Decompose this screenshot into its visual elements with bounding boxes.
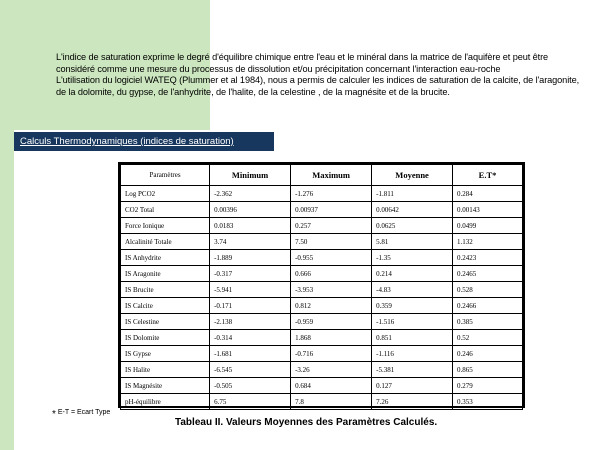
header-parametres: Paramètres <box>121 165 210 186</box>
table-cell-value: 6.75 <box>210 394 291 410</box>
table-row <box>121 378 523 394</box>
table-cell-value: 5.81 <box>372 234 453 250</box>
table-cell-value: 0.214 <box>372 266 453 282</box>
section-link-thermodynamics[interactable]: Calculs Thermodynamiques (indices de saturation) <box>14 132 274 151</box>
table-row <box>121 202 523 218</box>
table-cell-parameter: Log PCO2 <box>121 186 210 202</box>
table-cell-value: 0.812 <box>291 298 372 314</box>
table-cell-value: -5.941 <box>210 282 291 298</box>
table-cell-value: 0.00642 <box>372 202 453 218</box>
table-cell-value: 0.284 <box>453 186 523 202</box>
table-row <box>121 346 523 362</box>
table-cell-value: 1.868 <box>291 330 372 346</box>
table-row <box>121 250 523 266</box>
header-ecart-type: E.T* <box>453 165 523 186</box>
footnote-star: * <box>52 409 56 420</box>
table-row <box>121 394 523 410</box>
table-row <box>121 298 523 314</box>
table-cell-parameter: CO2 Total <box>121 202 210 218</box>
table-cell-value: -3.953 <box>291 282 372 298</box>
table-cell-parameter: IS Celestine <box>121 314 210 330</box>
table-body <box>121 186 523 410</box>
intro-text <box>56 52 586 98</box>
intro-paragraph-1: L'indice de saturation exprime le degré d'équilibre chimique entre l'eau et le minéral dans la matrice de l'aquifère et peut être considéré comme une mesure du processus de dissolution et/ou précipitation concernant l'interaction eau-roche <box>56 52 549 74</box>
table-cell-value: -3.26 <box>291 362 372 378</box>
table-row <box>121 218 523 234</box>
footnote <box>52 409 110 420</box>
table-cell-value: 0.666 <box>291 266 372 282</box>
table-cell-value: 0.52 <box>453 330 523 346</box>
table-row <box>121 266 523 282</box>
table-cell-value: -2.138 <box>210 314 291 330</box>
table-row <box>121 186 523 202</box>
table-cell-value: -0.505 <box>210 378 291 394</box>
table-cell-value: 0.246 <box>453 346 523 362</box>
table-cell-value: 0.353 <box>453 394 523 410</box>
table-cell-parameter: Force Ionique <box>121 218 210 234</box>
table-cell-value: 7.26 <box>372 394 453 410</box>
table-cell-value: 0.00937 <box>291 202 372 218</box>
table-cell-value: -6.545 <box>210 362 291 378</box>
table-cell-value: 0.0499 <box>453 218 523 234</box>
table-row <box>121 330 523 346</box>
table-cell-value: 7.50 <box>291 234 372 250</box>
table-cell-value: 0.684 <box>291 378 372 394</box>
table-cell-value: 0.00396 <box>210 202 291 218</box>
table-cell-parameter: IS Aragonite <box>121 266 210 282</box>
table-cell-value: 1.132 <box>453 234 523 250</box>
table-cell-parameter: IS Brucite <box>121 282 210 298</box>
table-cell-value: 0.0625 <box>372 218 453 234</box>
table-header-row <box>121 165 523 186</box>
decorative-green-strip <box>0 130 14 450</box>
table-cell-value: 3.74 <box>210 234 291 250</box>
table-cell-value: -0.959 <box>291 314 372 330</box>
table-cell-parameter: IS Halite <box>121 362 210 378</box>
table-cell-value: 0.257 <box>291 218 372 234</box>
header-minimum: Minimum <box>210 165 291 186</box>
table-cell-value: -0.955 <box>291 250 372 266</box>
table-cell-value: 0.279 <box>453 378 523 394</box>
footnote-text: E-T = Ecart Type <box>57 409 111 416</box>
saturation-table-container <box>118 162 525 408</box>
table-cell-value: 0.0183 <box>210 218 291 234</box>
table-cell-parameter: IS Magnésite <box>121 378 210 394</box>
table-cell-value: 0.528 <box>453 282 523 298</box>
table-cell-parameter: IS Calcite <box>121 298 210 314</box>
table-cell-value: -0.716 <box>291 346 372 362</box>
table-cell-value: -0.314 <box>210 330 291 346</box>
intro-paragraph-2: L'utilisation du logiciel WATEQ (Plummer et al 1984), nous a permis de calculer les indices de saturation de la calcite, de l'aragonite, de la dolomite, du gypse, de l'anhydrite, de l'halite, de la celestine , de la magnésite et de la brucite. <box>56 75 580 97</box>
table-cell-value: -1.116 <box>372 346 453 362</box>
table-cell-value: 0.851 <box>372 330 453 346</box>
table-cell-parameter: pH-équilibre <box>121 394 210 410</box>
table-caption: Tableau II. Valeurs Moyennes des Paramètres Calculés. <box>175 417 438 428</box>
table-cell-value: -0.171 <box>210 298 291 314</box>
table-cell-parameter: IS Anhydrite <box>121 250 210 266</box>
header-maximum: Maximum <box>291 165 372 186</box>
table-cell-value: 0.865 <box>453 362 523 378</box>
table-row <box>121 362 523 378</box>
table-cell-value: 0.2423 <box>453 250 523 266</box>
table-cell-value: 7.8 <box>291 394 372 410</box>
table-row <box>121 282 523 298</box>
table-row <box>121 234 523 250</box>
table-cell-value: 0.127 <box>372 378 453 394</box>
table-cell-value: -1.516 <box>372 314 453 330</box>
table-cell-value: 0.385 <box>453 314 523 330</box>
table-cell-value: -0.317 <box>210 266 291 282</box>
table-cell-value: 0.359 <box>372 298 453 314</box>
table-cell-parameter: IS Gypse <box>121 346 210 362</box>
table-cell-value: -1.681 <box>210 346 291 362</box>
saturation-table <box>120 164 523 410</box>
table-cell-value: -1.889 <box>210 250 291 266</box>
table-cell-parameter: Alcalinité Totale <box>121 234 210 250</box>
table-cell-value: 0.2465 <box>453 266 523 282</box>
table-cell-value: 0.2466 <box>453 298 523 314</box>
table-cell-value: -1.276 <box>291 186 372 202</box>
table-cell-parameter: IS Dolomite <box>121 330 210 346</box>
table-cell-value: -2.362 <box>210 186 291 202</box>
table-row <box>121 314 523 330</box>
header-moyenne: Moyenne <box>372 165 453 186</box>
table-cell-value: -1.35 <box>372 250 453 266</box>
table-cell-value: 0.00143 <box>453 202 523 218</box>
table-cell-value: -5.381 <box>372 362 453 378</box>
table-cell-value: -1.811 <box>372 186 453 202</box>
table-cell-value: -4.83 <box>372 282 453 298</box>
